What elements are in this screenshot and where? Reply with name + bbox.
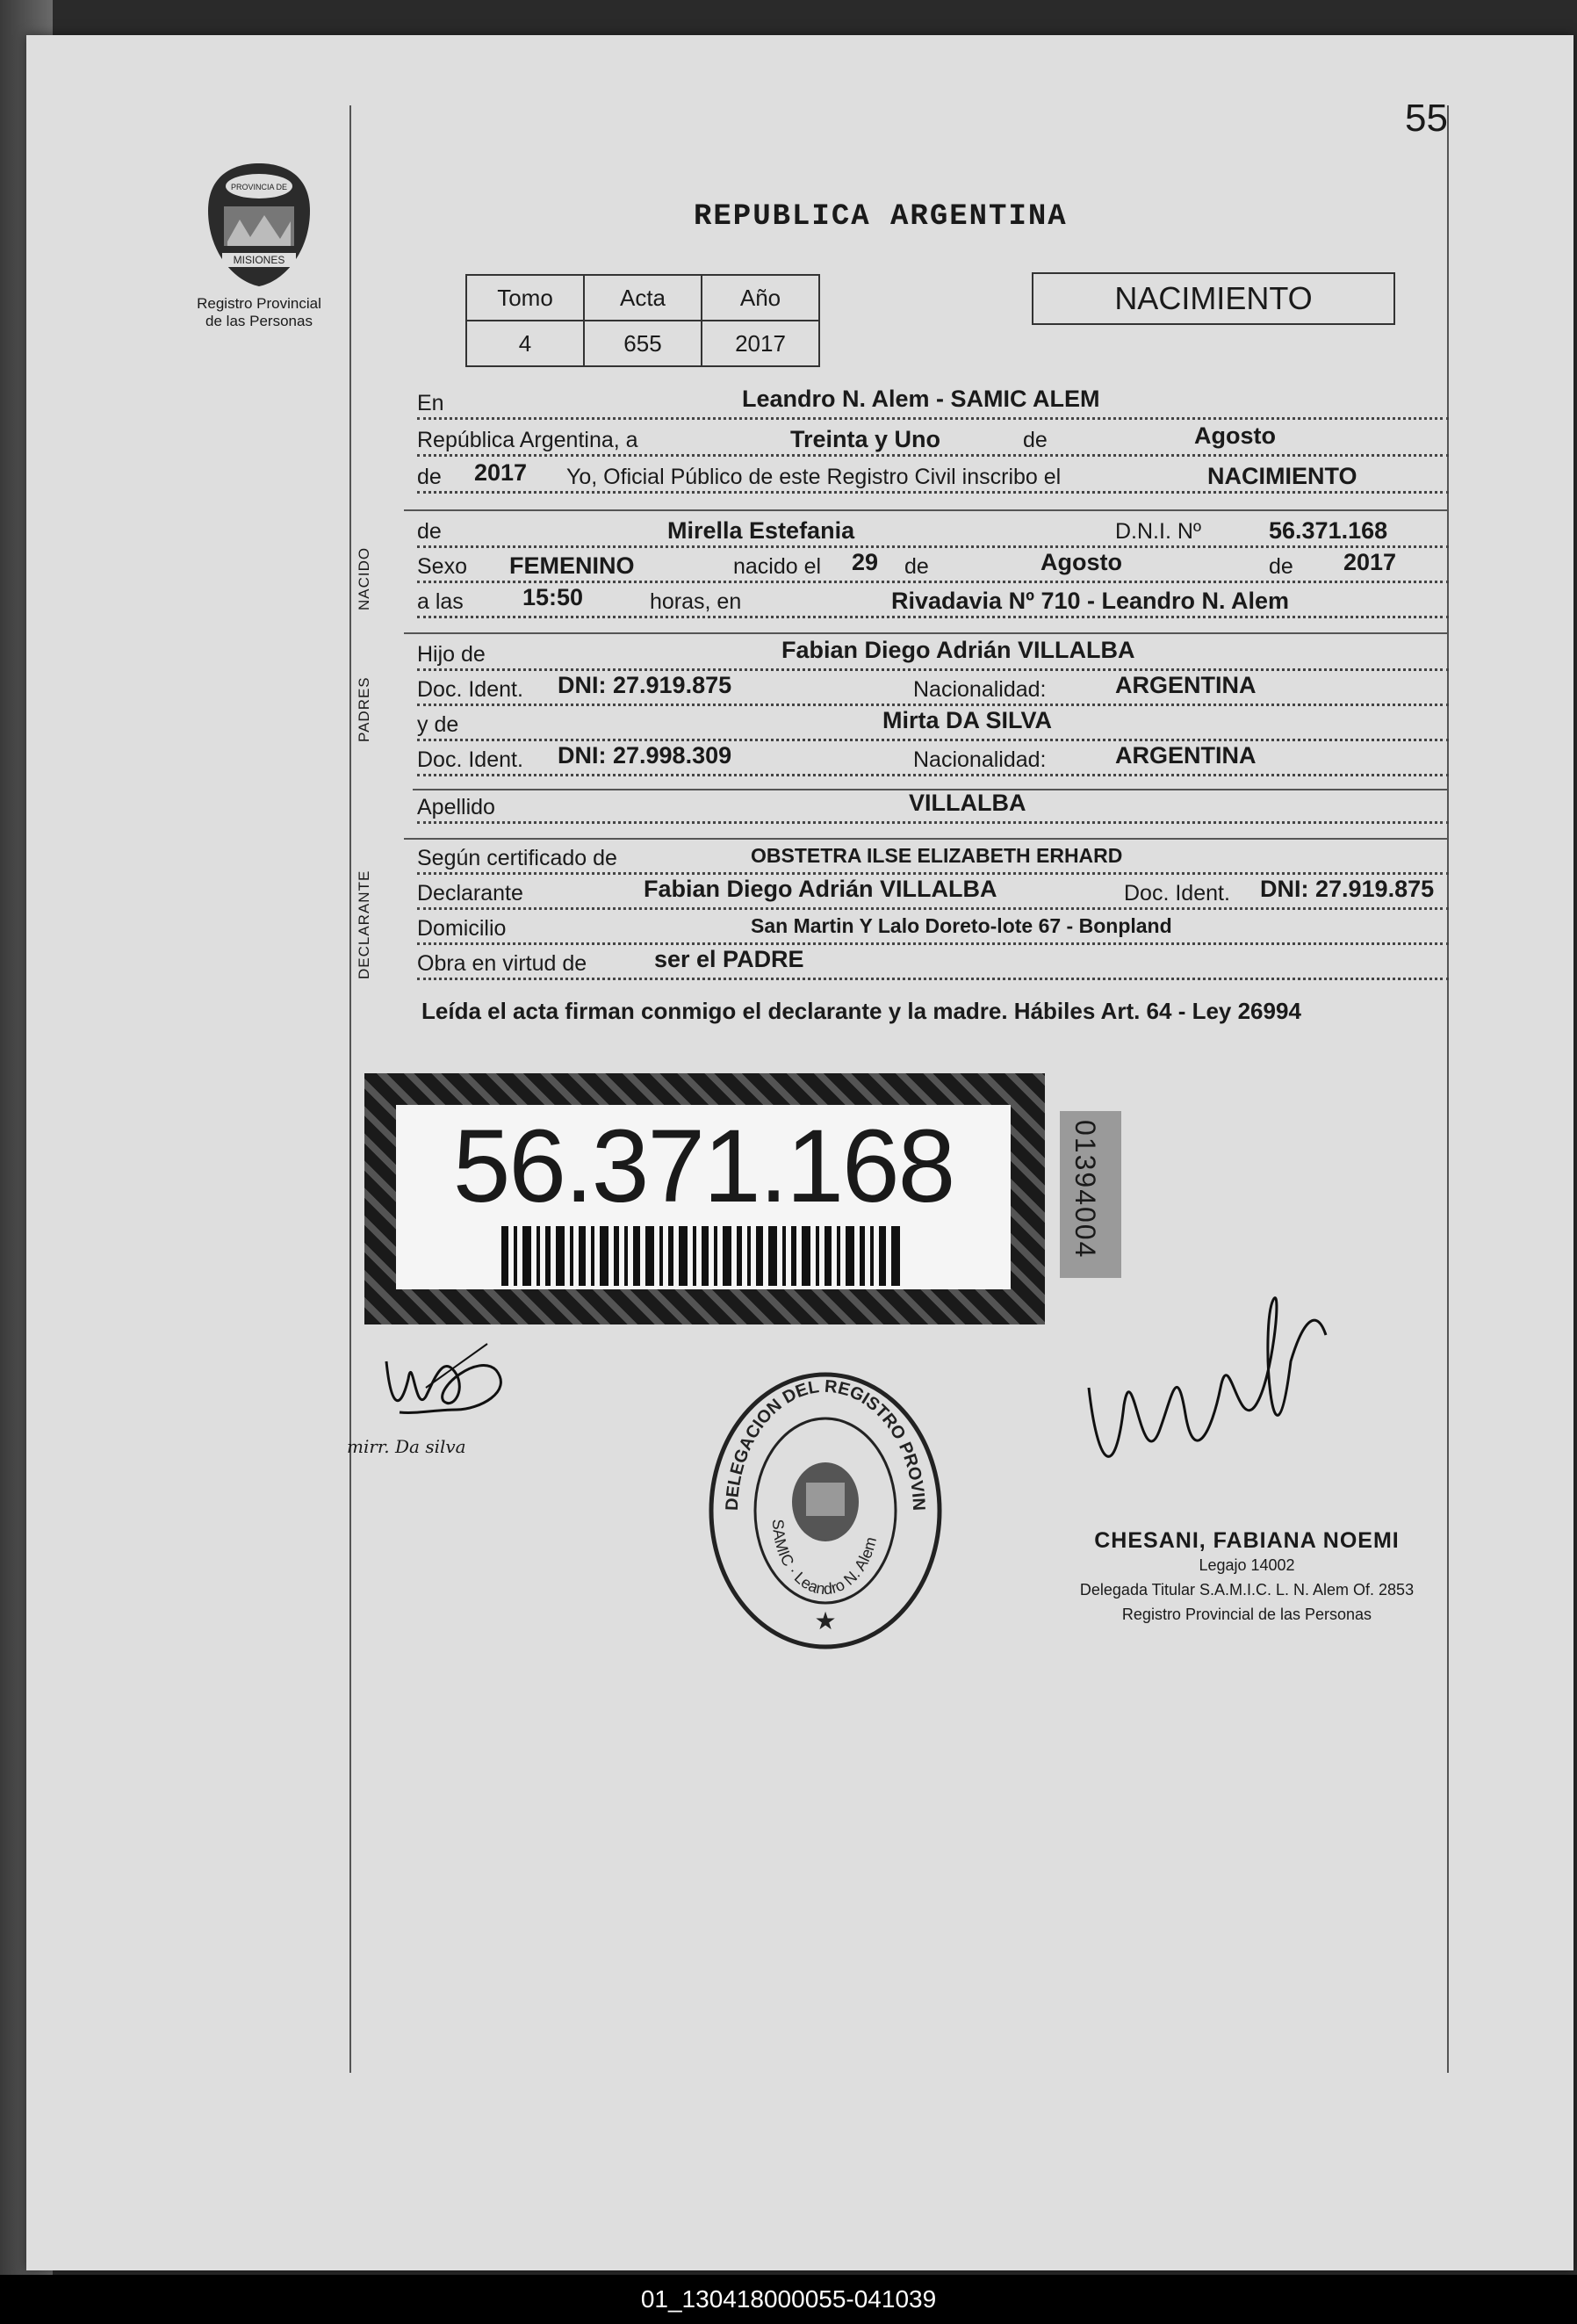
row-domicilio: Domicilio San Martin Y Lalo Doreto-lote 67 - Bonpland — [417, 912, 1449, 950]
row-hora: a las 15:50 horas, en Rivadavia Nº 710 - Leandro N. Alem — [417, 585, 1449, 624]
mother-doc: DNI: 27.998.309 — [558, 742, 732, 769]
row-madre-doc: Doc. Ident. DNI: 27.998.309 Nacionalidad: ARGENTINA — [417, 743, 1449, 782]
father-nationality: ARGENTINA — [1115, 672, 1257, 698]
declarant-name: Fabian Diego Adrián VILLALBA — [644, 876, 997, 902]
birth-hour: 15:50 — [522, 584, 584, 610]
child-dni: 56.371.168 — [1269, 517, 1388, 544]
separator-nacido — [404, 509, 1449, 511]
inscription-type: NACIMIENTO — [1207, 463, 1357, 489]
birth-month: Agosto — [1041, 549, 1122, 575]
birth-year: 2017 — [1343, 549, 1397, 575]
dni-barcode-label — [364, 1073, 1045, 1324]
officer-block — [1027, 1528, 1466, 1627]
row-declarante: Declarante Fabian Diego Adrián VILLALBA Doc. Ident. DNI: 27.919.875 — [417, 877, 1449, 915]
declarant-doc: DNI: 27.919.875 — [1260, 876, 1435, 902]
child-name: Mirella Estefania — [667, 517, 855, 544]
row-republica: República Argentina, a Treinta y Uno de Agosto — [417, 423, 1449, 462]
province-shield-icon — [198, 158, 320, 290]
registry-logo — [176, 158, 342, 330]
registry-seal — [702, 1370, 948, 1651]
header-tomo: Tomo — [466, 275, 584, 321]
row-certificado: Según certificado de OBSTETRA ILSE ELIZABETH ERHARD — [417, 841, 1449, 880]
barcode-bars-icon — [501, 1226, 905, 1286]
header-anio: Año — [702, 275, 819, 321]
officer-role: Delegada Titular S.A.M.I.C. L. N. Alem Of. 2853 — [1079, 1581, 1415, 1599]
row-de-anio: de 2017 Yo, Oficial Público de este Registro Civil inscribo el NACIMIENTO — [417, 460, 1449, 499]
father-doc: DNI: 27.919.875 — [558, 672, 732, 698]
row-apellido: Apellido VILLALBA — [417, 790, 1449, 829]
certificate-issuer: OBSTETRA ILSE ELIZABETH ERHARD — [751, 844, 1123, 867]
year-value: 2017 — [474, 459, 528, 486]
child-sex: FEMENINO — [509, 552, 635, 579]
row-obra: Obra en virtud de ser el PADRE — [417, 947, 1449, 985]
section-label-nacido: NACIDO — [356, 546, 372, 610]
header-acta: Acta — [584, 275, 702, 321]
section-label-declarante: DECLARANTE — [356, 870, 372, 979]
value-anio: 2017 — [702, 321, 819, 366]
row-nacido-name: de Mirella Estefania D.N.I. Nº 56.371.168 — [417, 515, 1449, 553]
birth-place: Rivadavia Nº 710 - Leandro N. Alem — [891, 588, 1290, 614]
officer-registry: Registro Provincial de las Personas — [1121, 1606, 1372, 1623]
barcode-number: 56.371.168 — [452, 1108, 954, 1224]
row-padre: Hijo de Fabian Diego Adrián VILLALBA — [417, 638, 1449, 676]
closing-statement: Leída el acta firman conmigo el declarante y la madre. Hábiles Art. 64 - Ley 26994 — [421, 998, 1301, 1024]
mother-name: Mirta DA SILVA — [882, 707, 1053, 733]
separator-declarante — [404, 838, 1449, 840]
row-en: En Leandro N. Alem - SAMIC ALEM — [417, 386, 1449, 425]
serial-number: 01394004 — [1069, 1120, 1101, 1259]
record-type-box: NACIMIENTO — [1032, 272, 1395, 325]
document-title: REPUBLICA ARGENTINA — [694, 200, 1068, 234]
declarant-capacity: ser el PADRE — [654, 946, 804, 972]
svg-text:PROVINCIA DE: PROVINCIA DE — [230, 183, 288, 191]
month-value: Agosto — [1194, 422, 1276, 449]
section-label-padres: PADRES — [356, 676, 372, 742]
value-tomo: 4 — [466, 321, 584, 366]
mother-nationality: ARGENTINA — [1115, 742, 1257, 769]
registry-label: Registro Provincial de las Personas — [197, 295, 321, 329]
officer-name: CHESANI, FABIANA NOEMI — [1094, 1528, 1400, 1553]
certificate-sheet — [26, 35, 1573, 2270]
svg-text:MISIONES: MISIONES — [233, 254, 285, 266]
declarant-address: San Martin Y Lalo Doreto-lote 67 - Bonpland — [751, 914, 1172, 937]
svg-text:DELEGACION DEL REGISTRO PROVIN: DELEGACION DEL REGISTRO PROVIN — [722, 1376, 929, 1512]
value-acta: 655 — [584, 321, 702, 366]
seal-stamp-icon — [702, 1370, 948, 1651]
serial-stub — [1060, 1111, 1121, 1278]
svg-text:★: ★ — [814, 1607, 837, 1635]
day-words: Treinta y Uno — [790, 426, 941, 452]
officer-signature-icon — [1071, 1256, 1335, 1519]
row-sexo: Sexo FEMENINO nacido el 29 de Agosto de 2017 — [417, 550, 1449, 588]
surname: VILLALBA — [909, 790, 1026, 816]
father-name: Fabian Diego Adrián VILLALBA — [781, 637, 1135, 663]
svg-text:SAMIC · Leandro N. Alem: SAMIC · Leandro N. Alem — [768, 1519, 881, 1599]
left-margin-line — [349, 105, 351, 2073]
row-madre: y de Mirta DA SILVA — [417, 708, 1449, 747]
record-reference-table — [465, 274, 820, 367]
declarant-signature-icon — [373, 1326, 549, 1432]
row-padre-doc: Doc. Ident. DNI: 27.919.875 Nacionalidad: ARGENTINA — [417, 673, 1449, 711]
separator-padres — [404, 632, 1449, 634]
officer-legajo: Legajo 14002 — [1199, 1556, 1295, 1574]
page-number: 55 — [1405, 97, 1448, 140]
place-value: Leandro N. Alem - SAMIC ALEM — [742, 386, 1100, 412]
scan-filename-footer: 01_130418000055-041039 — [0, 2275, 1577, 2324]
mother-signature-note: mirr. Da silva — [347, 1436, 466, 1457]
birth-day: 29 — [852, 549, 879, 575]
